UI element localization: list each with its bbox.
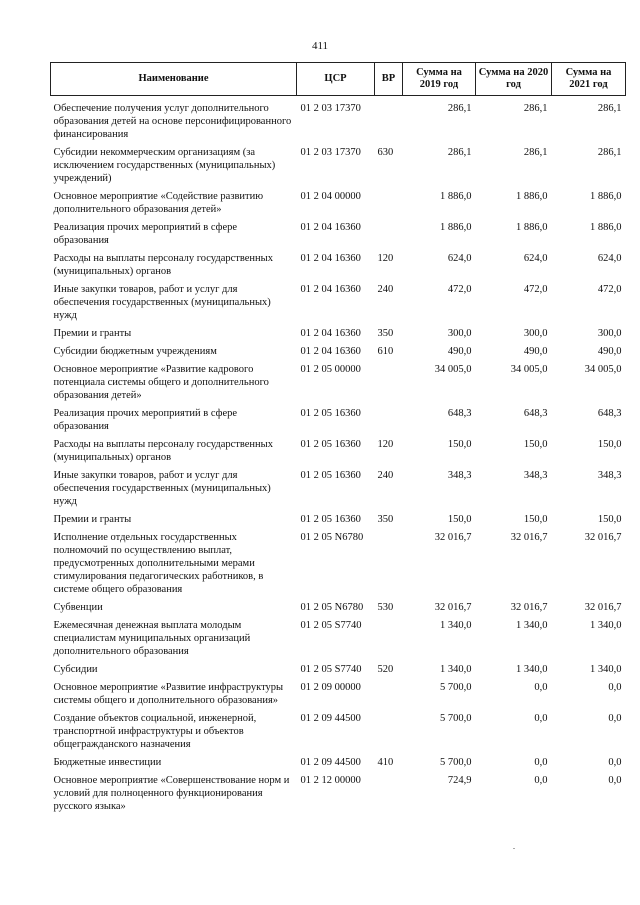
row-name: Создание объектов социальной, инженерной, транспортной инфраструктуры и объектов общегражданского назначения <box>53 713 257 750</box>
budget-table <box>50 62 626 815</box>
row-sum-2019: 1 886,0 <box>440 222 472 233</box>
row-sum-2020: 1 340,0 <box>516 664 548 675</box>
table-row <box>51 280 626 324</box>
row-sum-2021: 0,0 <box>608 713 622 724</box>
row-sum-2020: 1 886,0 <box>516 191 548 202</box>
row-sum-2019: 1 340,0 <box>440 664 472 675</box>
table-row <box>51 616 626 660</box>
row-sum-2019: 34 005,0 <box>434 364 472 375</box>
row-csr: 01 2 09 00000 <box>300 682 361 693</box>
row-name: Расходы на выплаты персоналу государственных (муниципальных) органов <box>53 439 273 463</box>
row-sum-2021: 150,0 <box>597 514 622 525</box>
row-vr <box>375 709 403 753</box>
row-name: Расходы на выплаты персоналу государственных (муниципальных) органов <box>53 253 273 277</box>
row-csr: 01 2 04 16360 <box>300 346 361 357</box>
row-sum-2020: 1 340,0 <box>516 620 548 631</box>
row-sum-2020: 472,0 <box>523 284 548 295</box>
header-sum-2020: Сумма на 2020 год <box>476 63 552 96</box>
row-sum-2021: 472,0 <box>597 284 622 295</box>
row-vr: 240 <box>377 470 394 481</box>
table-row <box>51 187 626 218</box>
row-sum-2021: 286,1 <box>597 103 622 114</box>
row-sum-2021: 32 016,7 <box>584 602 622 613</box>
row-name: Иные закупки товаров, работ и услуг для обеспечения государственных (муниципальных) нужд <box>53 470 271 507</box>
row-name: Субсидии некоммерческим организациям (за исключением государственных (муниципальных) учреждений) <box>53 147 276 184</box>
table-row <box>51 678 626 709</box>
row-vr <box>375 616 403 660</box>
row-vr <box>375 404 403 435</box>
row-name: Основное мероприятие «Развитие кадрового потенциала системы общего и дополнительного образования детей» <box>53 364 269 401</box>
row-vr: 120 <box>377 439 394 450</box>
row-sum-2019: 286,1 <box>447 147 472 158</box>
row-csr: 01 2 05 N6780 <box>300 532 364 543</box>
row-sum-2019: 5 700,0 <box>440 713 472 724</box>
row-sum-2021: 624,0 <box>597 253 622 264</box>
row-sum-2019: 5 700,0 <box>440 757 472 768</box>
row-name: Премии и гранты <box>53 514 132 525</box>
table-row <box>51 360 626 404</box>
header-name: Наименование <box>51 63 297 96</box>
row-sum-2019: 32 016,7 <box>434 532 472 543</box>
row-name: Субвенции <box>53 602 103 613</box>
row-vr <box>375 187 403 218</box>
row-csr: 01 2 05 16360 <box>300 470 361 481</box>
row-csr: 01 2 05 16360 <box>300 514 361 525</box>
row-sum-2020: 0,0 <box>534 713 548 724</box>
row-csr: 01 2 05 S7740 <box>300 620 362 631</box>
header-csr: ЦСР <box>297 63 375 96</box>
table-row <box>51 435 626 466</box>
row-sum-2021: 0,0 <box>608 682 622 693</box>
row-vr <box>375 218 403 249</box>
row-sum-2020: 0,0 <box>534 682 548 693</box>
row-vr: 630 <box>377 147 394 158</box>
row-vr: 520 <box>377 664 394 675</box>
row-sum-2020: 0,0 <box>534 757 548 768</box>
row-name: Обеспечение получения услуг дополнительного образования детей на основе персонифицированного финансирования <box>53 103 292 140</box>
row-vr <box>375 678 403 709</box>
row-name: Реализация прочих мероприятий в сфере образования <box>53 222 238 246</box>
row-sum-2021: 286,1 <box>597 147 622 158</box>
row-csr: 01 2 09 44500 <box>300 757 361 768</box>
row-sum-2019: 1 340,0 <box>440 620 472 631</box>
row-csr: 01 2 04 00000 <box>300 191 361 202</box>
row-sum-2019: 648,3 <box>447 408 472 419</box>
row-csr: 01 2 04 16360 <box>300 222 361 233</box>
row-name: Реализация прочих мероприятий в сфере образования <box>53 408 238 432</box>
table-row <box>51 771 626 815</box>
row-vr: 350 <box>377 514 394 525</box>
row-name: Иные закупки товаров, работ и услуг для обеспечения государственных (муниципальных) нужд <box>53 284 271 321</box>
row-name: Субсидии <box>53 664 98 675</box>
stray-dot: . <box>513 842 515 851</box>
row-sum-2019: 150,0 <box>447 439 472 450</box>
row-vr <box>375 360 403 404</box>
row-sum-2020: 624,0 <box>523 253 548 264</box>
row-name: Премии и гранты <box>53 328 132 339</box>
row-vr: 350 <box>377 328 394 339</box>
table-row <box>51 96 626 144</box>
row-sum-2019: 472,0 <box>447 284 472 295</box>
row-sum-2019: 300,0 <box>447 328 472 339</box>
row-vr: 120 <box>377 253 394 264</box>
row-sum-2020: 1 886,0 <box>516 222 548 233</box>
row-sum-2020: 32 016,7 <box>510 532 548 543</box>
row-sum-2019: 150,0 <box>447 514 472 525</box>
table-row <box>51 143 626 187</box>
row-sum-2021: 150,0 <box>597 439 622 450</box>
row-sum-2020: 490,0 <box>523 346 548 357</box>
row-sum-2021: 34 005,0 <box>584 364 622 375</box>
row-csr: 01 2 04 16360 <box>300 284 361 295</box>
row-vr <box>375 771 403 815</box>
table-row <box>51 753 626 771</box>
row-name: Основное мероприятие «Содействие развитию дополнительного образования детей» <box>53 191 264 215</box>
table-row <box>51 218 626 249</box>
row-sum-2021: 1 886,0 <box>590 191 622 202</box>
row-csr: 01 2 05 16360 <box>300 439 361 450</box>
row-csr: 01 2 03 17370 <box>300 147 361 158</box>
row-name: Ежемесячная денежная выплата молодым специалистам муниципальных организаций дополнительного образования <box>53 620 251 657</box>
row-sum-2020: 300,0 <box>523 328 548 339</box>
row-sum-2021: 648,3 <box>597 408 622 419</box>
row-csr: 01 2 12 00000 <box>300 775 361 786</box>
row-sum-2021: 0,0 <box>608 775 622 786</box>
row-sum-2020: 348,3 <box>523 470 548 481</box>
row-vr <box>375 528 403 598</box>
row-vr <box>375 96 403 144</box>
row-name: Субсидии бюджетным учреждениям <box>53 346 217 357</box>
table-row <box>51 598 626 616</box>
row-sum-2021: 32 016,7 <box>584 532 622 543</box>
row-sum-2020: 150,0 <box>523 439 548 450</box>
row-vr: 410 <box>377 757 394 768</box>
row-csr: 01 2 04 16360 <box>300 253 361 264</box>
row-sum-2020: 32 016,7 <box>510 602 548 613</box>
row-sum-2020: 648,3 <box>523 408 548 419</box>
row-vr: 530 <box>377 602 394 613</box>
header-vr: ВР <box>375 63 403 96</box>
table-row <box>51 249 626 280</box>
row-csr: 01 2 05 S7740 <box>300 664 362 675</box>
row-csr: 01 2 05 16360 <box>300 408 361 419</box>
table-header-row <box>51 63 626 96</box>
header-sum-2019: Сумма на 2019 год <box>403 63 476 96</box>
page-number: 411 <box>311 40 329 52</box>
table-row <box>51 342 626 360</box>
row-vr: 240 <box>377 284 394 295</box>
row-sum-2020: 34 005,0 <box>510 364 548 375</box>
row-sum-2020: 286,1 <box>523 147 548 158</box>
table-row <box>51 466 626 510</box>
table-row <box>51 660 626 678</box>
row-csr: 01 2 09 44500 <box>300 713 361 724</box>
header-sum-2021: Сумма на 2021 год <box>552 63 626 96</box>
row-name: Исполнение отдельных государственных полномочий по осуществлению выплат, предусмотренных дополнительными мерами стимулирования педагогических работников, в системе общего образования <box>53 532 264 595</box>
row-sum-2019: 1 886,0 <box>440 191 472 202</box>
table-row <box>51 324 626 342</box>
row-sum-2020: 0,0 <box>534 775 548 786</box>
row-csr: 01 2 04 16360 <box>300 328 361 339</box>
row-sum-2021: 1 340,0 <box>590 664 622 675</box>
row-name: Основное мероприятие «Развитие инфраструктуры системы общего и дополнительного образования» <box>53 682 284 706</box>
row-sum-2019: 32 016,7 <box>434 602 472 613</box>
row-sum-2019: 490,0 <box>447 346 472 357</box>
row-sum-2021: 490,0 <box>597 346 622 357</box>
table-row <box>51 510 626 528</box>
row-name: Бюджетные инвестиции <box>53 757 162 768</box>
row-sum-2020: 150,0 <box>523 514 548 525</box>
row-sum-2021: 1 886,0 <box>590 222 622 233</box>
row-sum-2021: 0,0 <box>608 757 622 768</box>
row-sum-2020: 286,1 <box>523 103 548 114</box>
row-vr: 610 <box>377 346 394 357</box>
table-row <box>51 528 626 598</box>
row-sum-2019: 624,0 <box>447 253 472 264</box>
row-csr: 01 2 05 N6780 <box>300 602 364 613</box>
table-row <box>51 404 626 435</box>
row-csr: 01 2 05 00000 <box>300 364 361 375</box>
row-sum-2019: 286,1 <box>447 103 472 114</box>
row-csr: 01 2 03 17370 <box>300 103 361 114</box>
row-sum-2019: 5 700,0 <box>440 682 472 693</box>
row-name: Основное мероприятие «Совершенствование норм и условий для полноценного функционирования русского языка» <box>53 775 290 812</box>
table-row <box>51 709 626 753</box>
row-sum-2019: 724,9 <box>447 775 472 786</box>
row-sum-2021: 348,3 <box>597 470 622 481</box>
row-sum-2021: 1 340,0 <box>590 620 622 631</box>
row-sum-2019: 348,3 <box>447 470 472 481</box>
row-sum-2021: 300,0 <box>597 328 622 339</box>
